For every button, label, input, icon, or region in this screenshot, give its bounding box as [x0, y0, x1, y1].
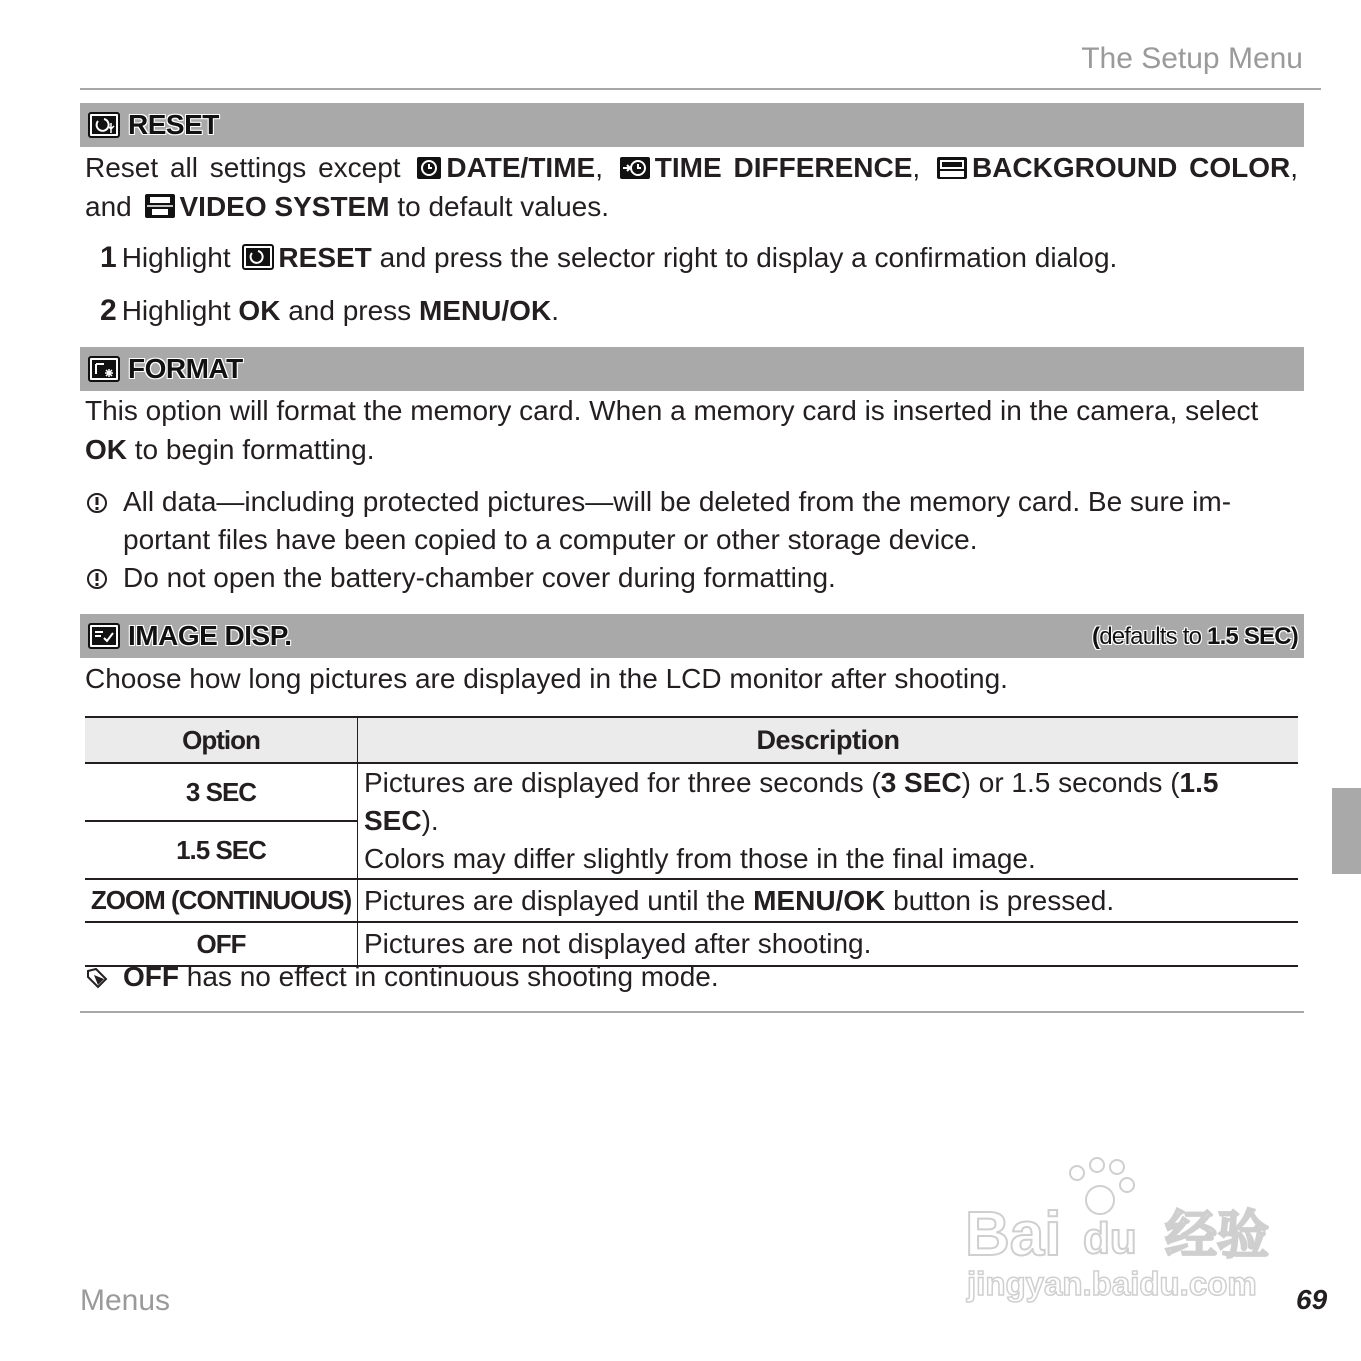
svg-text:经验: 经验 — [1165, 1206, 1270, 1266]
format-title: FORMAT — [128, 353, 243, 384]
reset-icon — [242, 244, 274, 270]
description-column-header: Description — [358, 717, 1299, 763]
reset-step-2: 2 Highlight OK and press MENU/OK. — [100, 294, 559, 327]
format-intro — [85, 391, 1298, 469]
step-number: 1 — [100, 241, 116, 274]
table-row — [85, 879, 1298, 922]
running-head: The Setup Menu — [1081, 42, 1303, 75]
step-number: 2 — [100, 294, 116, 327]
description-cell: Pictures are not displayed after shooting. — [358, 922, 1299, 966]
option-cell: 3 SEC — [85, 763, 358, 821]
image-disp-options-table — [85, 716, 1298, 967]
image-disp-default: (defaults to 1.5 SEC) — [1091, 623, 1298, 650]
caution-icon — [86, 492, 108, 514]
caution-2: Do not open the battery-chamber cover during formatting. — [86, 559, 1299, 597]
reset-intro-line2: and VIDEO SYSTEM to default values. — [85, 191, 610, 222]
table-row — [85, 763, 1298, 821]
reset-title: RESET — [128, 109, 219, 140]
video-system-icon — [144, 193, 176, 219]
svg-text:Bai: Bai — [965, 1200, 1062, 1269]
format-icon — [88, 356, 120, 382]
reset-step-1: 1 Highlight RESET and press the selector right to display a confirmation dialog. — [100, 241, 1118, 274]
description-cell: Pictures are displayed for three seconds (3 SEC) or 1.5 seconds (1.5 SEC). Colors may differ slightly from those in the final image. — [358, 763, 1299, 879]
reset-section-bar — [80, 103, 1304, 147]
tip-note: OFF has no effect in continuous shooting mode. — [86, 958, 1299, 996]
option-column-header: Option — [85, 717, 358, 763]
caution-1: All data—including protected pictures—will be deleted from the memory card. Be sure im- portant files have been copied to a computer or other storage device. — [86, 483, 1299, 559]
date-time-icon — [416, 156, 442, 180]
option-cell: 1.5 SEC — [85, 821, 358, 879]
header-rule — [80, 88, 1321, 90]
background-color-icon — [936, 156, 968, 180]
format-intro-line1: This option will format the memory card. When a memory card is inserted in the camera, select — [85, 395, 1259, 426]
svg-text:du: du — [1083, 1214, 1137, 1263]
baidu-watermark — [965, 1155, 1285, 1305]
image-disp-intro: Choose how long pictures are displayed in the LCD monitor after shooting. — [85, 663, 1008, 694]
chapter-thumb-tab — [1332, 788, 1361, 874]
format-intro-line2: OK to begin formatting. — [85, 434, 375, 465]
tip-tag-icon — [86, 967, 108, 989]
svg-text:jingyan.baidu.com: jingyan.baidu.com — [967, 1265, 1257, 1302]
image-disp-title: IMAGE DISP. — [128, 620, 292, 651]
time-difference-icon — [619, 156, 651, 180]
footer-rule — [80, 1011, 1304, 1013]
page-number: 69 — [1296, 1284, 1328, 1315]
description-cell: Pictures are displayed until the MENU/OK button is pressed. — [358, 879, 1299, 922]
image-disp-icon — [88, 623, 120, 649]
option-cell: ZOOM (CONTINUOUS) — [85, 879, 358, 922]
option-cell: OFF — [85, 922, 358, 966]
reset-icon — [88, 112, 120, 138]
footer-section-label: Menus — [80, 1284, 171, 1317]
image-disp-section-bar — [80, 614, 1304, 658]
format-section-bar — [80, 347, 1304, 391]
reset-intro-line1: Reset all settings except DATE/TIME, TIME DIFFERENCE, BACKGROUND COLOR, — [85, 152, 1298, 183]
caution-icon — [86, 568, 108, 590]
